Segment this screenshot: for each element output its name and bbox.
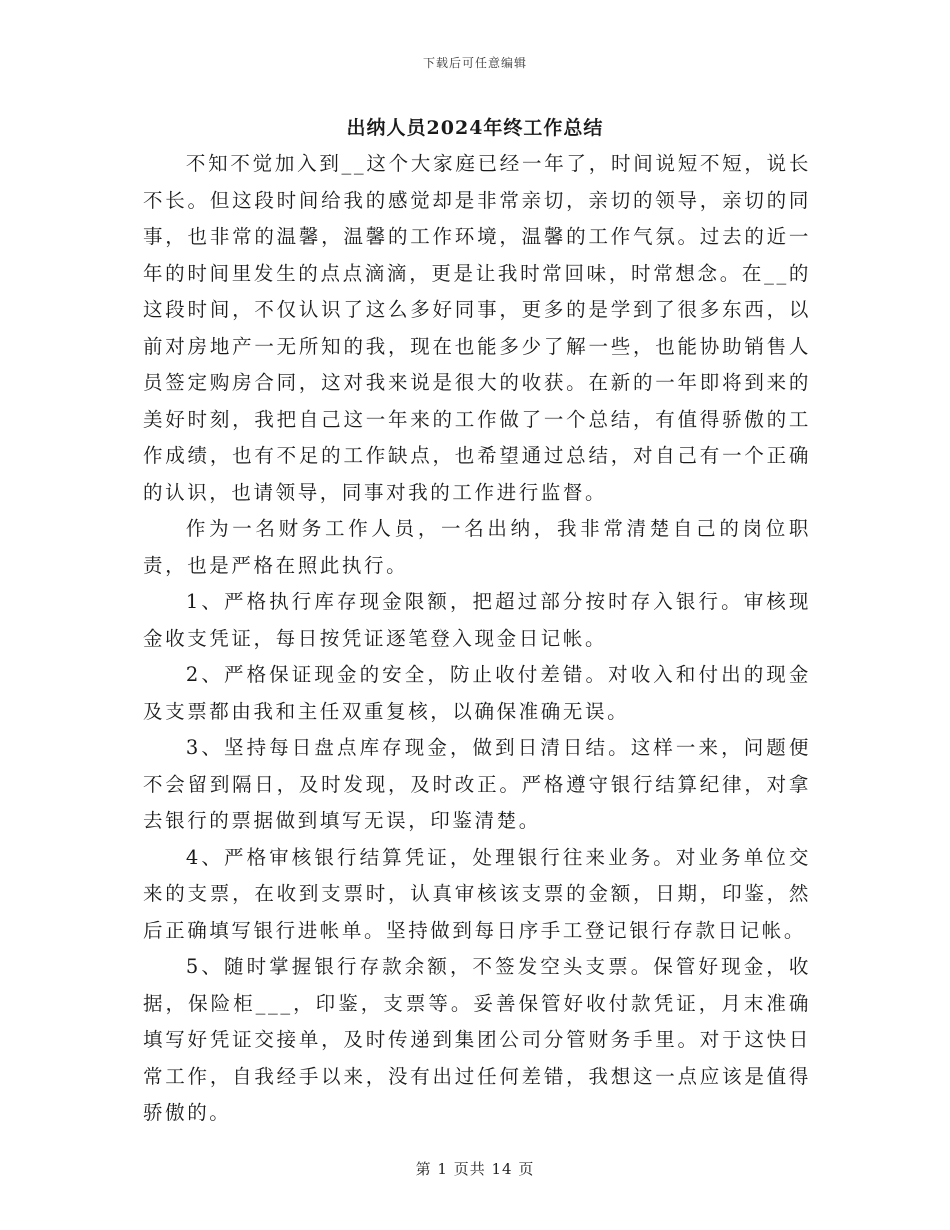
paragraph-item-4: 4、严格审核银行结算凭证，处理银行往来业务。对业务单位交来的支票，在收到支票时，认真审核该支票的金额，日期，印鉴，然后正确填写银行进帐单。坚持做到每日序手工登记银行存款日记帐。 xyxy=(143,845,811,942)
document-title: 出纳人员2024年终工作总结 xyxy=(346,117,604,139)
header-note: 下载后可任意编辑 xyxy=(422,56,527,70)
page-number: 第 1 页共 14 页 xyxy=(415,1160,535,1178)
paragraph-item-3: 3、坚持每日盘点库存现金，做到日清日结。这样一来，问题便不会留到隔日，及时发现，及时改正。严格遵守银行结算纪律，对拿去银行的票据做到填写无误，印鉴清楚。 xyxy=(143,736,811,832)
paragraph-intro: 不知不觉加入到__这个大家庭已经一年了，时间说短不短，说长不长。但这段时间给我的感觉却是非常亲切，亲切的领导，亲切的同事，也非常的温馨，温馨的工作环境，温馨的工作气氛。过去的近一年的时间里发生的点点滴滴，更是让我时常回味，时常想念。在__的这段时间，不仅认识了这么多好同事，更多的是学到了很多东西，以前对房地产一无所知的我，现在也能多少了解一些，也能协助销售人员签定购房合同，这对我来说是很大的收获。在新的一年即将到来的美好时刻，我把自己这一年来的工作做了一个总结，有值得骄傲的工作成绩，也有不足的工作缺点，也希望通过总结，对自己有一个正确的认识，也请领导，同事对我的工作进行监督。 xyxy=(143,152,811,504)
paragraph-item-2: 2、严格保证现金的安全，防止收付差错。对收入和付出的现金及支票都由我和主任双重复核，以确保准确无误。 xyxy=(143,663,811,723)
paragraph-item-5: 5、随时掌握银行存款余额，不签发空头支票。保管好现金，收据，保险柜___，印鉴，支票等。妥善保管好收付款凭证，月末准确填写好凭证交接单，及时传递到集团公司分管财务手里。对于这快日常工作，自我经手以来，没有出过任何差错，我想这一点应该是值得骄傲的。 xyxy=(143,955,811,1124)
document-body xyxy=(143,146,811,1132)
paragraph-item-1: 1、严格执行库存现金限额，把超过部分按时存入银行。审核现金收支凭证，每日按凭证逐笔登入现金日记帐。 xyxy=(143,590,811,650)
paragraph-role: 作为一名财务工作人员，一名出纳，我非常清楚自己的岗位职责，也是严格在照此执行。 xyxy=(143,517,811,577)
